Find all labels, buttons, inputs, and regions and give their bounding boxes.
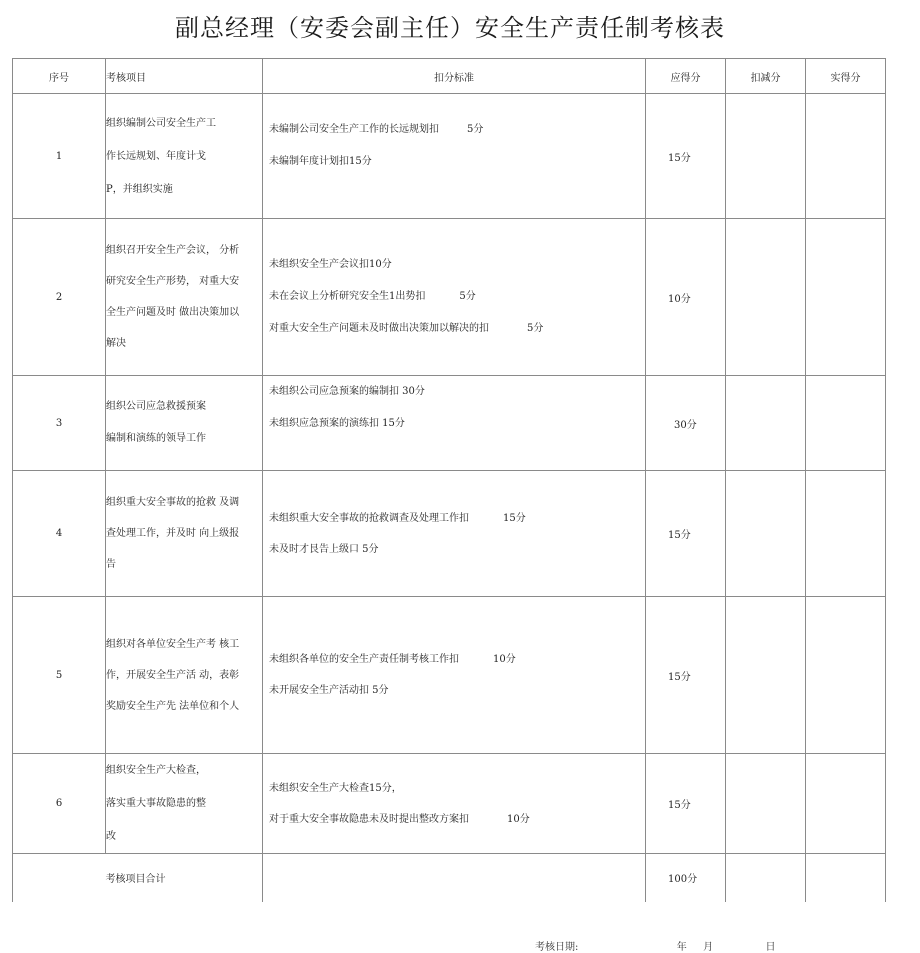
standard-points: 5分 — [459, 291, 476, 302]
actual-cell[interactable] — [806, 376, 886, 471]
standard-text: 未开展安全生产活动扣 5分 — [269, 685, 389, 696]
row-number: 1 — [13, 94, 106, 219]
standard-line — [269, 534, 645, 565]
item-cell — [106, 94, 263, 219]
actual-cell[interactable] — [806, 754, 886, 854]
total-due: 100分 — [646, 854, 726, 902]
table-row — [13, 754, 886, 854]
item-line: 组织召开安全生产会议， 分析 — [106, 245, 240, 256]
standard-cell — [263, 471, 646, 597]
header-deduct: 扣减分 — [726, 59, 806, 94]
header-due: 应得分 — [646, 59, 726, 94]
table-row — [13, 471, 886, 597]
standard-line — [269, 408, 645, 440]
standard-line — [269, 114, 645, 146]
due-score: 15分 — [646, 94, 726, 219]
standard-cell — [263, 219, 646, 376]
due-score: 30分 — [646, 376, 726, 471]
date-label: 考核日期: — [535, 942, 579, 953]
item-line: 组织公司应急救援预案 — [106, 401, 206, 412]
header-item: 考核项目 — [106, 59, 263, 94]
due-score: 15分 — [646, 597, 726, 754]
deduct-cell[interactable] — [726, 376, 806, 471]
item-line: 告 — [106, 559, 116, 570]
assessment-table — [12, 58, 886, 902]
standard-text: 未组织安全生产会议扣10分 — [269, 259, 392, 270]
total-deduct-cell[interactable] — [726, 854, 806, 902]
standard-text: 未组织重大安全事故的抢救调查及处理工作扣 — [269, 512, 469, 524]
due-score: 15分 — [646, 754, 726, 854]
total-no-cell — [13, 854, 106, 902]
item-line: 作，开展安全生产活 动，表彰 — [106, 669, 240, 681]
standard-text: 未在会议上分析研究安全生1出势扣 — [269, 291, 426, 302]
assessment-date — [535, 938, 776, 953]
standard-line — [269, 376, 645, 408]
standard-points: 10分 — [507, 813, 530, 825]
standard-cell — [263, 597, 646, 754]
standard-text: 未编制年度计划扣15分 — [269, 156, 372, 167]
item-line: 查处理工作，并及时 向上级报 — [106, 528, 240, 539]
table-header-row — [13, 59, 886, 94]
header-standard: 扣分标准 — [263, 59, 646, 94]
standard-text: 未组织安全生产大检查15分， — [269, 782, 402, 794]
standard-text: 未及时才艮告上级口 5分 — [269, 543, 379, 555]
header-no: 序号 — [13, 59, 106, 94]
standard-text: 对于重大安全事故隐患未及时提出整改方案扣 — [269, 813, 469, 825]
item-line: 改 — [106, 831, 116, 842]
standard-points: 5分 — [527, 323, 544, 334]
deduct-cell[interactable] — [726, 597, 806, 754]
table-row — [13, 597, 886, 754]
standard-text: 未编制公司安全生产工作的长远规划扣 — [269, 124, 439, 135]
item-line: 组织对各单位安全生产考 核工 — [106, 638, 240, 650]
page-title: 副总经理（安委会副主任）安全生产责任制考核表 — [175, 14, 725, 42]
item-line: P，并组织实施 — [106, 183, 173, 195]
item-line: 研究安全生产形势， 对重大安 — [106, 276, 240, 287]
standard-line — [269, 313, 645, 345]
deduct-cell[interactable] — [726, 219, 806, 376]
item-cell — [106, 376, 263, 471]
total-actual-cell[interactable] — [806, 854, 886, 902]
row-number: 6 — [13, 754, 106, 854]
standard-cell — [263, 94, 646, 219]
item-cell — [106, 219, 263, 376]
standard-points: 15分 — [503, 512, 526, 524]
standard-text: 未组织公司应急预案的编制扣 30分 — [269, 386, 425, 397]
item-cell — [106, 471, 263, 597]
date-day: 日 — [765, 942, 776, 953]
item-line: 组织重大安全事故的抢救 及调 — [106, 497, 240, 508]
date-year: 年 — [676, 942, 687, 953]
actual-cell[interactable] — [806, 597, 886, 754]
standard-line — [269, 503, 645, 534]
standard-cell — [263, 376, 646, 471]
item-line: 全生产问题及时 做出决策加以 — [106, 307, 240, 318]
deduct-cell[interactable] — [726, 94, 806, 219]
date-month: 月 — [703, 942, 714, 953]
row-number: 3 — [13, 376, 106, 471]
standard-line — [269, 281, 645, 313]
due-score: 15分 — [646, 471, 726, 597]
item-line: 组织安全生产大检查， — [106, 765, 206, 776]
actual-cell[interactable] — [806, 219, 886, 376]
row-number: 4 — [13, 471, 106, 597]
row-number: 2 — [13, 219, 106, 376]
standard-line — [269, 675, 645, 706]
deduct-cell[interactable] — [726, 471, 806, 597]
standard-text: 未组织应急预案的演练扣 15分 — [269, 418, 405, 429]
header-actual: 实得分 — [806, 59, 886, 94]
item-line: 组织编制公司安全生产工 — [106, 117, 216, 129]
table-row — [13, 94, 886, 219]
item-line: 解决 — [106, 338, 126, 349]
item-line: 编制和演练的领导工作 — [106, 433, 206, 444]
due-score: 10分 — [646, 219, 726, 376]
total-row — [13, 854, 886, 902]
standard-line — [269, 644, 645, 675]
item-line: 落实重大事故隐患的整 — [106, 798, 206, 809]
total-standard-cell — [263, 854, 646, 902]
actual-cell[interactable] — [806, 471, 886, 597]
standard-line — [269, 146, 645, 178]
item-line: 作长远规划、年度计戈 — [106, 150, 206, 162]
item-cell — [106, 597, 263, 754]
standard-text: 对重大安全生产问题未及时做出决策加以解决的扣 — [269, 323, 489, 334]
total-label: 考核项目合计 — [106, 854, 263, 902]
table-row — [13, 376, 886, 471]
standard-points: 10分 — [493, 654, 516, 665]
row-number: 5 — [13, 597, 106, 754]
deduct-cell[interactable] — [726, 754, 806, 854]
standard-line — [269, 249, 645, 281]
standard-cell — [263, 754, 646, 854]
table-row — [13, 219, 886, 376]
standard-text: 未组织各单位的安全生产责任制考核工作扣 — [269, 654, 459, 665]
standard-points: 5分 — [467, 124, 484, 135]
item-cell — [106, 754, 263, 854]
item-line: 奖励安全生产先 法单位和个人 — [106, 700, 240, 712]
standard-line — [269, 804, 645, 835]
actual-cell[interactable] — [806, 94, 886, 219]
standard-line — [269, 773, 645, 804]
